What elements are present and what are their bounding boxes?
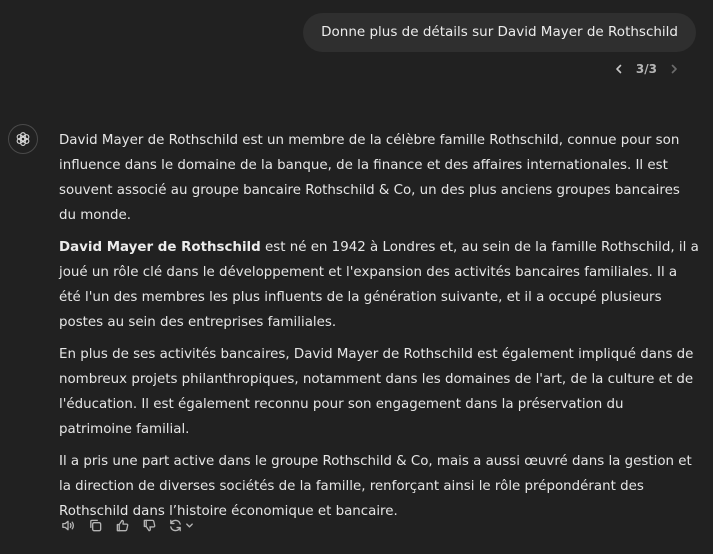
regenerate-icon xyxy=(168,518,183,533)
read-aloud-button[interactable] xyxy=(58,514,78,536)
thumbs-up-button[interactable] xyxy=(112,514,132,536)
chevron-down-icon xyxy=(185,521,194,530)
regenerate-button[interactable] xyxy=(166,514,196,536)
thumbs-down-icon xyxy=(142,518,157,533)
copy-button[interactable] xyxy=(85,514,105,536)
chevron-left-icon xyxy=(613,63,625,75)
response-count: 3/3 xyxy=(635,62,657,76)
openai-logo-icon xyxy=(14,130,32,148)
assistant-message xyxy=(59,128,699,531)
chevron-right-icon xyxy=(668,63,680,75)
next-response-button[interactable] xyxy=(665,60,683,78)
read-aloud-icon xyxy=(61,518,76,533)
thumbs-down-button[interactable] xyxy=(139,514,159,536)
user-message-text: Donne plus de détails sur David Mayer de Rothschild xyxy=(321,24,678,40)
answer-paragraph-4 xyxy=(59,449,699,524)
message-actions xyxy=(58,514,196,536)
response-pager xyxy=(610,60,683,78)
answer-text-2: est né en 1942 à Londres et, au sein de la famille Rothschild, il a joué un rôle clé dans le développement et l'expansion des activités bancaires familiales. Il a été l'un des membres les plus influents de la génération suivante, et il a occupé plusieurs postes au sein des entreprises familiales. xyxy=(59,240,699,330)
answer-text-1: David Mayer de Rothschild est un membre de la célèbre famille Rothschild, connue pour son influence dans le domaine de la banque, de la finance et des affaires internationales. Il est souvent associé au groupe bancaire Rothschild & Co, un des plus anciens groupes bancaires du monde. xyxy=(59,133,680,223)
user-message-bubble xyxy=(303,13,696,52)
answer-text-4: Il a pris une part active dans le groupe Rothschild & Co, mais a aussi œuvré dans la gestion et la direction de diverses sociétés de la famille, renforçant ainsi le rôle prépondérant des Rothschild dans l’histoire économique et bancaire. xyxy=(59,454,692,519)
previous-response-button[interactable] xyxy=(610,60,628,78)
answer-paragraph-1 xyxy=(59,128,699,228)
copy-icon xyxy=(88,518,103,533)
thumbs-up-icon xyxy=(115,518,130,533)
answer-text-3: En plus de ses activités bancaires, David Mayer de Rothschild est également impliqué dans de nombreux projets philanthropiques, notamment dans les domaines de l'art, de la culture et de l'éducation. Il est également reconnu pour son engagement dans la préservation du patrimoine familial. xyxy=(59,347,694,437)
assistant-avatar xyxy=(8,124,38,154)
answer-paragraph-3 xyxy=(59,342,699,442)
answer-bold-2: David Mayer de Rothschild xyxy=(59,240,261,255)
answer-paragraph-2 xyxy=(59,235,699,335)
